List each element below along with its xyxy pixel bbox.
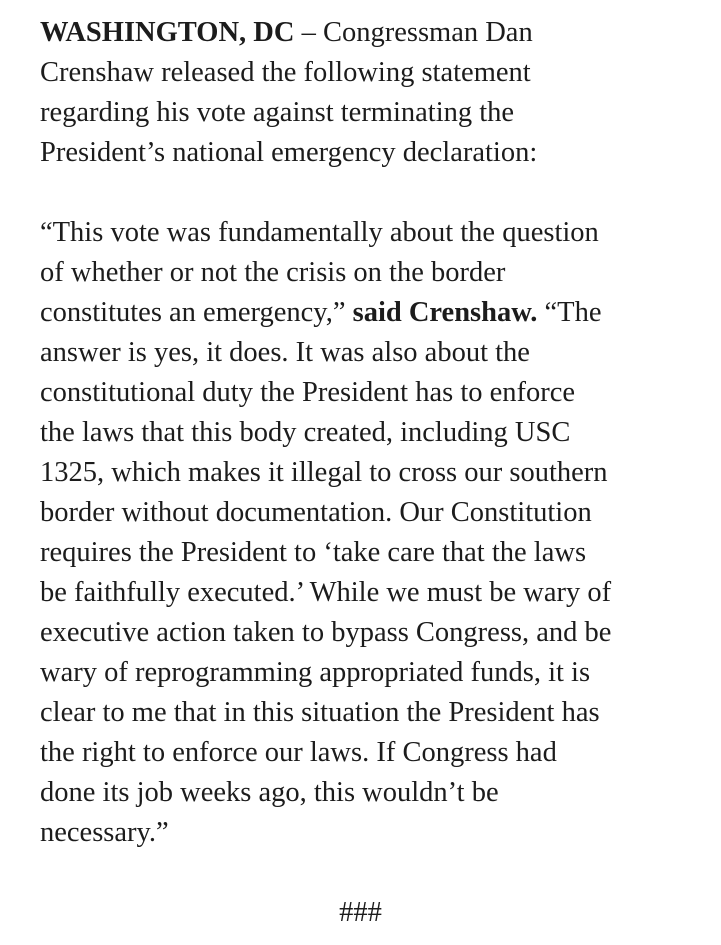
quote-line: “This vote was fundamentally about the question: [40, 217, 599, 248]
quote-line: 1325, which makes it illegal to cross our southern: [40, 457, 608, 488]
quote-line: clear to me that in this situation the President has: [40, 697, 600, 728]
quote-line: done its job weeks ago, this wouldn’t be: [40, 777, 499, 808]
quote-line: border without documentation. Our Constitution: [40, 497, 592, 528]
quote-line: necessary.”: [40, 817, 169, 848]
intro-line: [40, 13, 700, 53]
quote-line: the laws that this body created, including USC: [40, 417, 571, 448]
quote-line: answer is yes, it does. It was also about the: [40, 337, 530, 368]
quote-line: the right to enforce our laws. If Congress had: [40, 737, 557, 768]
quote-line: requires the President to ‘take care that the laws: [40, 537, 587, 568]
intro-line: President’s national emergency declaration:: [40, 137, 538, 168]
intro-line: regarding his vote against terminating the: [40, 97, 515, 128]
quote-line: constitutional duty the President has to enforce: [40, 377, 576, 408]
dateline: WASHINGTON, DC: [40, 17, 295, 48]
quote-line: of whether or not the crisis on the border: [40, 257, 506, 288]
quote-line-text: “The: [537, 297, 602, 328]
quote-paragraph: [40, 213, 700, 853]
quote-line-text: constitutes an emergency,”: [40, 297, 353, 328]
quote-line: be faithfully executed.’ While we must be wary of: [40, 577, 612, 608]
intro-line: Crenshaw released the following statement: [40, 57, 531, 88]
quote-line: [40, 293, 700, 333]
quote-line: executive action taken to bypass Congress, and be: [40, 617, 612, 648]
press-release: [40, 13, 700, 893]
quote-line: wary of reprogramming appropriated funds, it is: [40, 657, 591, 688]
quote-attribution: said Crenshaw.: [352, 297, 538, 328]
intro-paragraph: [40, 13, 700, 173]
end-of-release-mark: ###: [339, 897, 382, 928]
intro-line-text: – Congressman Dan: [294, 17, 533, 48]
